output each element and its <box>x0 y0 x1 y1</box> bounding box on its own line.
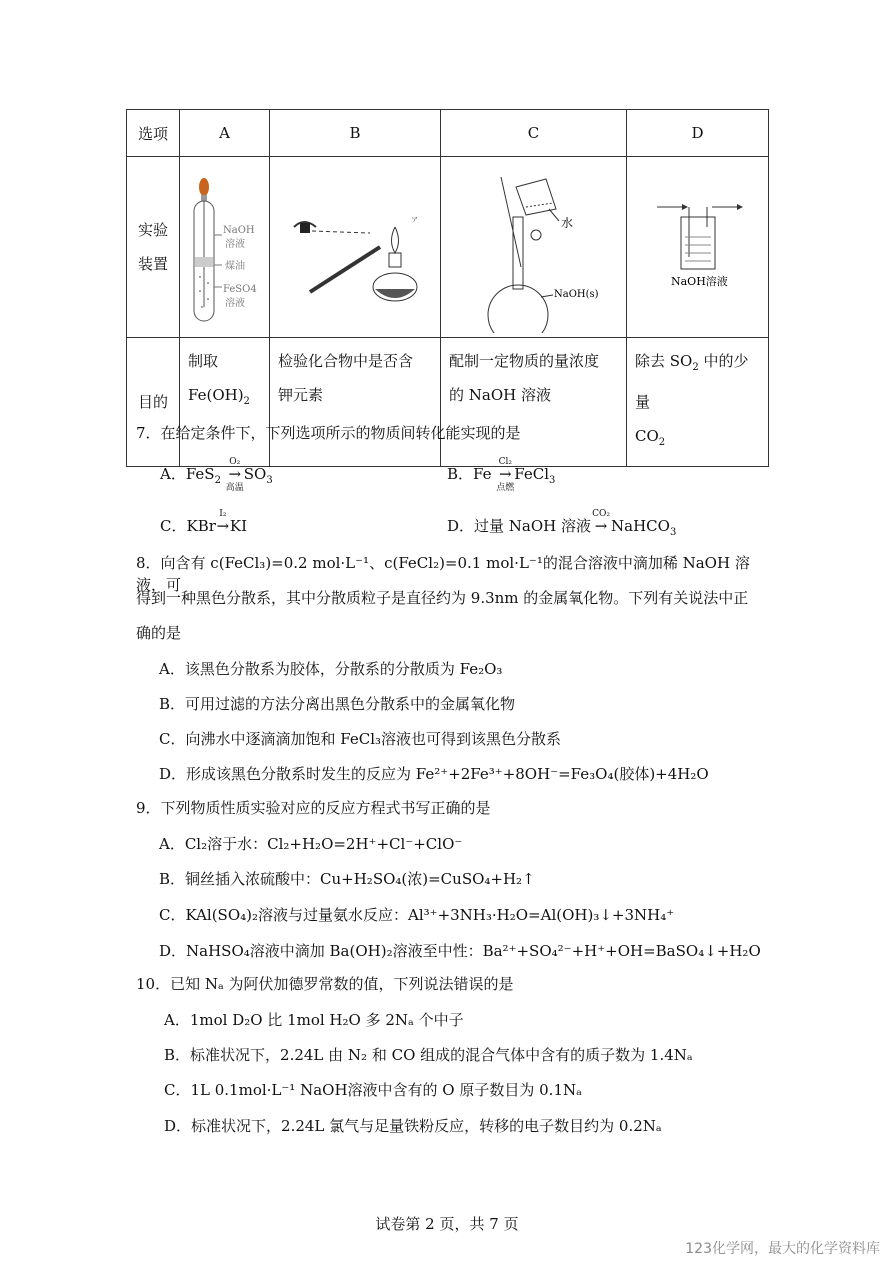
svg-text:溶液: 溶液 <box>225 239 245 250</box>
q7-a-arrow: O₂ → 高温 <box>225 457 244 493</box>
question-8-line-2: 得到一种黑色分散系，其中分散质粒子是直径约为 9.3nm 的金属氧化物。下列有关说法中正 <box>136 589 749 607</box>
svg-text:溶液: 溶液 <box>225 298 245 309</box>
purpose-b: 检验化合物中是否含 钾元素 <box>270 338 441 467</box>
apparatus-b <box>270 157 441 338</box>
q10-option-a: A．1mol D₂O 比 1mol H₂O 多 2Nₐ 个中子 <box>164 1011 464 1029</box>
question-9-stem: 9．下列物质性质实验对应的反应方程式书写正确的是 <box>136 799 491 817</box>
q7-option-a: A．FeS$_2$ O₂ → 高温 $SO_3$ <box>160 457 273 493</box>
apparatus-d <box>627 157 769 338</box>
purpose-d: 除去 $SO_2$ 中的少量 $CO_2$ <box>627 338 769 467</box>
gas-washing-bottle-diagram <box>627 157 769 333</box>
header-d: D <box>627 110 769 157</box>
q7-option-c: C．KBr I₂ →KI <box>160 509 248 535</box>
q8-option-b: B．可用过滤的方法分离出黑色分散系中的金属氧化物 <box>159 695 516 713</box>
q7-option-b: B．Fe Cl₂ → 点燃 FeCl$_3$ <box>447 457 556 493</box>
apparatus-a <box>180 157 270 338</box>
q8-option-c: C．向沸水中逐滴滴加饱和 FeCl₃溶液也可得到该黑色分散系 <box>159 730 561 748</box>
question-10-stem: 10．已知 Nₐ 为阿伏加德罗常数的值，下列说法错误的是 <box>136 975 514 993</box>
purpose-row-label: 目的 <box>127 338 180 467</box>
test-tube-dropper-diagram <box>180 157 270 333</box>
purpose-row <box>127 338 769 467</box>
purpose-a: 制取 $Fe(OH)_2$ <box>180 338 270 467</box>
q8-option-a: A．该黑色分散系为胶体，分散系的分散质为 Fe₂O₃ <box>159 660 503 678</box>
experiment-table <box>126 109 769 467</box>
q9-option-d: D．NaHSO₄溶液中滴加 Ba(OH)₂溶液至中性：Ba²⁺+SO₄²⁻+H⁺+OH=BaSO₄↓+H₂O <box>159 942 761 960</box>
question-8-line-1: 8．向含有 c(FeCl₃)=0.2 mol·L⁻¹、c(FeCl₂)=0.1 mol·L⁻¹的混合溶液中滴加稀 NaOH 溶液，可 <box>136 554 750 594</box>
table-header-row <box>127 110 769 157</box>
volumetric-flask-diagram <box>441 157 627 333</box>
svg-text:NaOH溶液: NaOH溶液 <box>671 275 728 288</box>
q7-d-arrow: CO₂ → <box>592 509 610 535</box>
header-b: B <box>270 110 441 157</box>
svg-text:NaOH: NaOH <box>223 225 255 236</box>
q7-b-arrow: Cl₂ → 点燃 <box>496 457 515 493</box>
svg-text:煤油: 煤油 <box>225 261 245 272</box>
apparatus-row-label: 实验 装置 <box>127 157 180 338</box>
q10-option-b: B．标准状况下，2.24L 由 N₂ 和 CO 组成的混合气体中含有的质子数为 1.4Nₐ <box>164 1046 693 1064</box>
q7-c-arrow: I₂ → <box>216 509 230 535</box>
header-c: C <box>441 110 627 157</box>
question-8-line-3: 确的是 <box>136 624 182 642</box>
q10-option-d: D．标准状况下，2.24L 氯气与足量铁粉反应，转移的电子数目约为 0.2Nₐ <box>164 1117 662 1135</box>
apparatus-c <box>441 157 627 338</box>
page-footer: 试卷第 2 页，共 7 页 <box>375 1215 519 1233</box>
q7-option-d: D．过量 NaOH 溶液 CO₂ → NaHCO$_3$ <box>447 509 677 538</box>
svg-text:水: 水 <box>561 216 574 230</box>
q10-option-c: C．1L 0.1mol·L⁻¹ NaOH溶液中含有的 O 原子数目为 0.1Nₐ <box>164 1081 582 1099</box>
watermark: 123化学网，最大的化学资料库 <box>685 1241 880 1257</box>
q9-option-c: C．KAl(SO₄)₂溶液与过量氨水反应：Al³⁺+3NH₃·H₂O=Al(OH)₃↓+3NH₄⁺ <box>159 906 675 924</box>
question-7-stem: 7．在给定条件下，下列选项所示的物质间转化能实现的是 <box>136 424 521 442</box>
apparatus-row <box>127 157 769 338</box>
q9-option-b: B．铜丝插入浓硫酸中：Cu+H₂SO₄(浓)=CuSO₄+H₂↑ <box>159 870 535 888</box>
header-option: 选项 <box>127 110 180 157</box>
svg-text:NaOH(s): NaOH(s) <box>554 289 599 300</box>
q8-option-d: D．形成该黑色分散系时发生的反应为 Fe²⁺+2Fe³⁺+8OH⁻=Fe₃O₄(胶体)+4H₂O <box>159 765 709 783</box>
header-a: A <box>180 110 270 157</box>
purpose-c: 配制一定物质的量浓度 的 NaOH 溶液 <box>441 338 627 467</box>
flame-test-diagram <box>270 157 441 333</box>
svg-text:FeSO4: FeSO4 <box>223 284 257 295</box>
svg-text:ァ: ァ <box>410 215 420 225</box>
q9-option-a: A．Cl₂溶于水：Cl₂+H₂O=2H⁺+Cl⁻+ClO⁻ <box>159 835 463 853</box>
